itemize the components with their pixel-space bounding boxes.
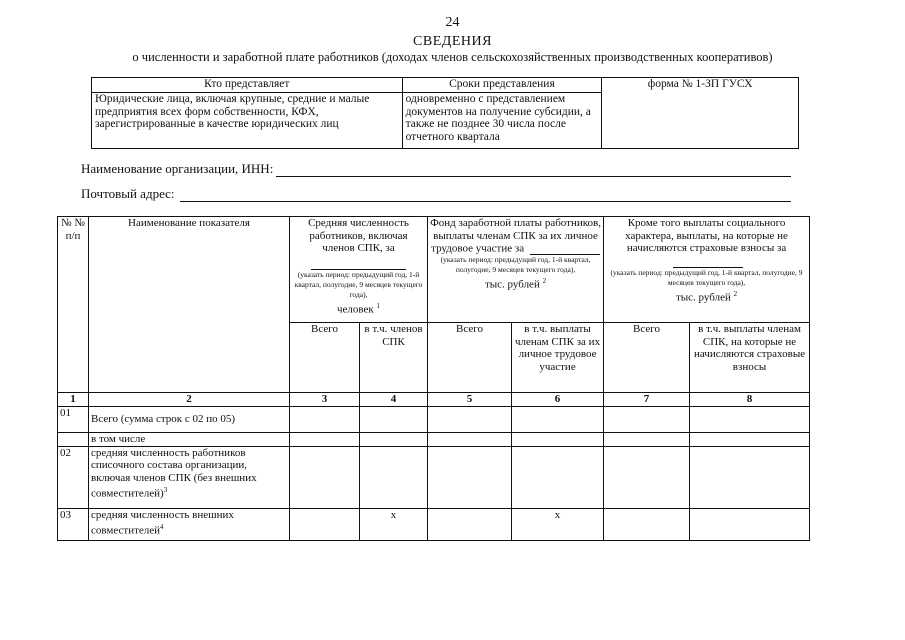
row-label-text: средняя численность работников списочного состава организации, включая членов СПК (без внешних совместителей) [91, 446, 257, 500]
subheader-fund-total: Всего [428, 323, 512, 393]
row-label: в том числе [89, 432, 290, 446]
subheader-fund-members: в т.ч. выплаты членам СПК за их личное трудовое участие [512, 323, 604, 393]
social-unit-text: тыс. рублей [675, 291, 731, 304]
fund-unit-text: тыс. рублей [484, 278, 540, 291]
average-unit-text: человек [337, 303, 374, 316]
fund-period-note: (указать период: предыдущий год, 1-й квартал, полугодие, 9 месяцев текущего года), [440, 255, 591, 274]
cell-input[interactable] [690, 432, 810, 446]
org-name-field[interactable] [276, 176, 791, 177]
cell-input[interactable] [604, 406, 690, 432]
header-indicator: Наименование показателя [89, 217, 290, 393]
fund-unit [430, 275, 601, 291]
footnote-3: 3 [163, 486, 168, 494]
col-num-2: 2 [89, 393, 290, 407]
postal-address-field[interactable] [180, 201, 791, 202]
header-wage-fund [428, 217, 604, 323]
cell-input[interactable] [290, 446, 360, 508]
subheader-avg-members: в т.ч. членов СПК [360, 323, 428, 393]
row-label [89, 508, 290, 540]
staff-salary-table [57, 216, 810, 541]
cell-input[interactable] [604, 432, 690, 446]
cell-input[interactable] [428, 406, 512, 432]
cell-input[interactable] [428, 446, 512, 508]
who-submits-header: Кто представляет [92, 78, 403, 93]
col-num-7: 7 [604, 393, 690, 407]
row-label-text: средняя численность внешних совместителей [91, 508, 234, 537]
social-unit [606, 288, 807, 304]
cell-input[interactable] [290, 432, 360, 446]
cell-input[interactable] [360, 432, 428, 446]
cell-input[interactable] [512, 446, 604, 508]
header-average-staff [290, 217, 428, 323]
fund-period-field[interactable] [530, 242, 600, 255]
page-number: 24 [445, 15, 460, 30]
cell-input[interactable] [690, 446, 810, 508]
col-num-3: 3 [290, 393, 360, 407]
table-row [58, 432, 810, 446]
cell-input[interactable] [360, 406, 428, 432]
footnote-2: 2 [542, 277, 547, 285]
cell-input[interactable] [512, 406, 604, 432]
cell-input[interactable] [690, 508, 810, 540]
postal-address-label: Почтовый адрес: [81, 186, 175, 201]
header-social-payments-text: Кроме того выплаты социального характера, выплаты, на которые не начисляются страховые взносы за [625, 217, 788, 254]
submission-info-table [91, 77, 799, 149]
cell-input[interactable] [690, 406, 810, 432]
header-average-staff-text: Средняя численность работников, включая членов СПК, за [308, 217, 409, 254]
social-period-note: (указать период: предыдущий год, 1-й квартал, полугодие, 9 месяцев текущего года), [610, 267, 803, 287]
deadline-text: одновременно с представлением документов на получение субсидии, а также не позднее 30 числа после отчетного квартала [402, 93, 602, 149]
cell-input[interactable] [428, 508, 512, 540]
social-period-field[interactable] [673, 255, 743, 268]
cell-input[interactable] [428, 432, 512, 446]
deadline-header: Сроки представления [402, 78, 602, 93]
table-row [58, 406, 810, 432]
cell-x-mark: x [360, 508, 428, 540]
table-row [58, 508, 810, 540]
table-row [58, 446, 810, 508]
footnote-4: 4 [160, 523, 164, 531]
col-num-5: 5 [428, 393, 512, 407]
header-wage-fund-text: Фонд заработной платы работников, выплаты членам СПК за их личное трудовое участие за [430, 217, 601, 255]
average-period-note: (указать период: предыдущий год, 1-й квартал, полугодие, 9 месяцев текущего года), [294, 269, 423, 299]
cell-x-mark: x [512, 508, 604, 540]
row-label: Всего (сумма строк с 02 по 05) [89, 406, 290, 432]
average-period-field[interactable] [311, 257, 407, 270]
footnote-2b: 2 [733, 289, 738, 298]
header-social-payments [604, 217, 810, 323]
subheader-avg-total: Всего [290, 323, 360, 393]
form-name: форма № 1-ЗП ГУСХ [602, 78, 799, 149]
subheader-social-members: в т.ч. выплаты членам СПК, на которые не начисляются страховые взносы [690, 323, 810, 393]
cell-input[interactable] [360, 446, 428, 508]
cell-input[interactable] [604, 508, 690, 540]
row-number: 01 [58, 406, 89, 432]
document-title: СВЕДЕНИЯ [413, 34, 492, 49]
footnote-1: 1 [376, 301, 381, 310]
org-name-label: Наименование организации, ИНН: [81, 161, 274, 176]
cell-input[interactable] [512, 432, 604, 446]
row-number: 03 [58, 508, 89, 540]
col-num-4: 4 [360, 393, 428, 407]
cell-input[interactable] [290, 508, 360, 540]
col-num-1: 1 [58, 393, 89, 407]
header-row-number: № № п/п [58, 217, 89, 393]
cell-input[interactable] [604, 446, 690, 508]
row-number: 02 [58, 446, 89, 508]
row-number [58, 432, 89, 446]
average-unit [292, 300, 425, 316]
row-label [89, 446, 290, 508]
column-number-row [58, 393, 810, 407]
col-num-6: 6 [512, 393, 604, 407]
subheader-social-total: Всего [604, 323, 690, 393]
document-subtitle: о численности и заработной плате работников (доходах членов сельскохозяйственных производственных кооперативов) [132, 50, 773, 64]
cell-input[interactable] [290, 406, 360, 432]
who-submits-text: Юридические лица, включая крупные, средние и малые предприятия всех форм собственности, КФХ, зарегистрированные в качестве юридических лиц [92, 93, 403, 149]
col-num-8: 8 [690, 393, 810, 407]
